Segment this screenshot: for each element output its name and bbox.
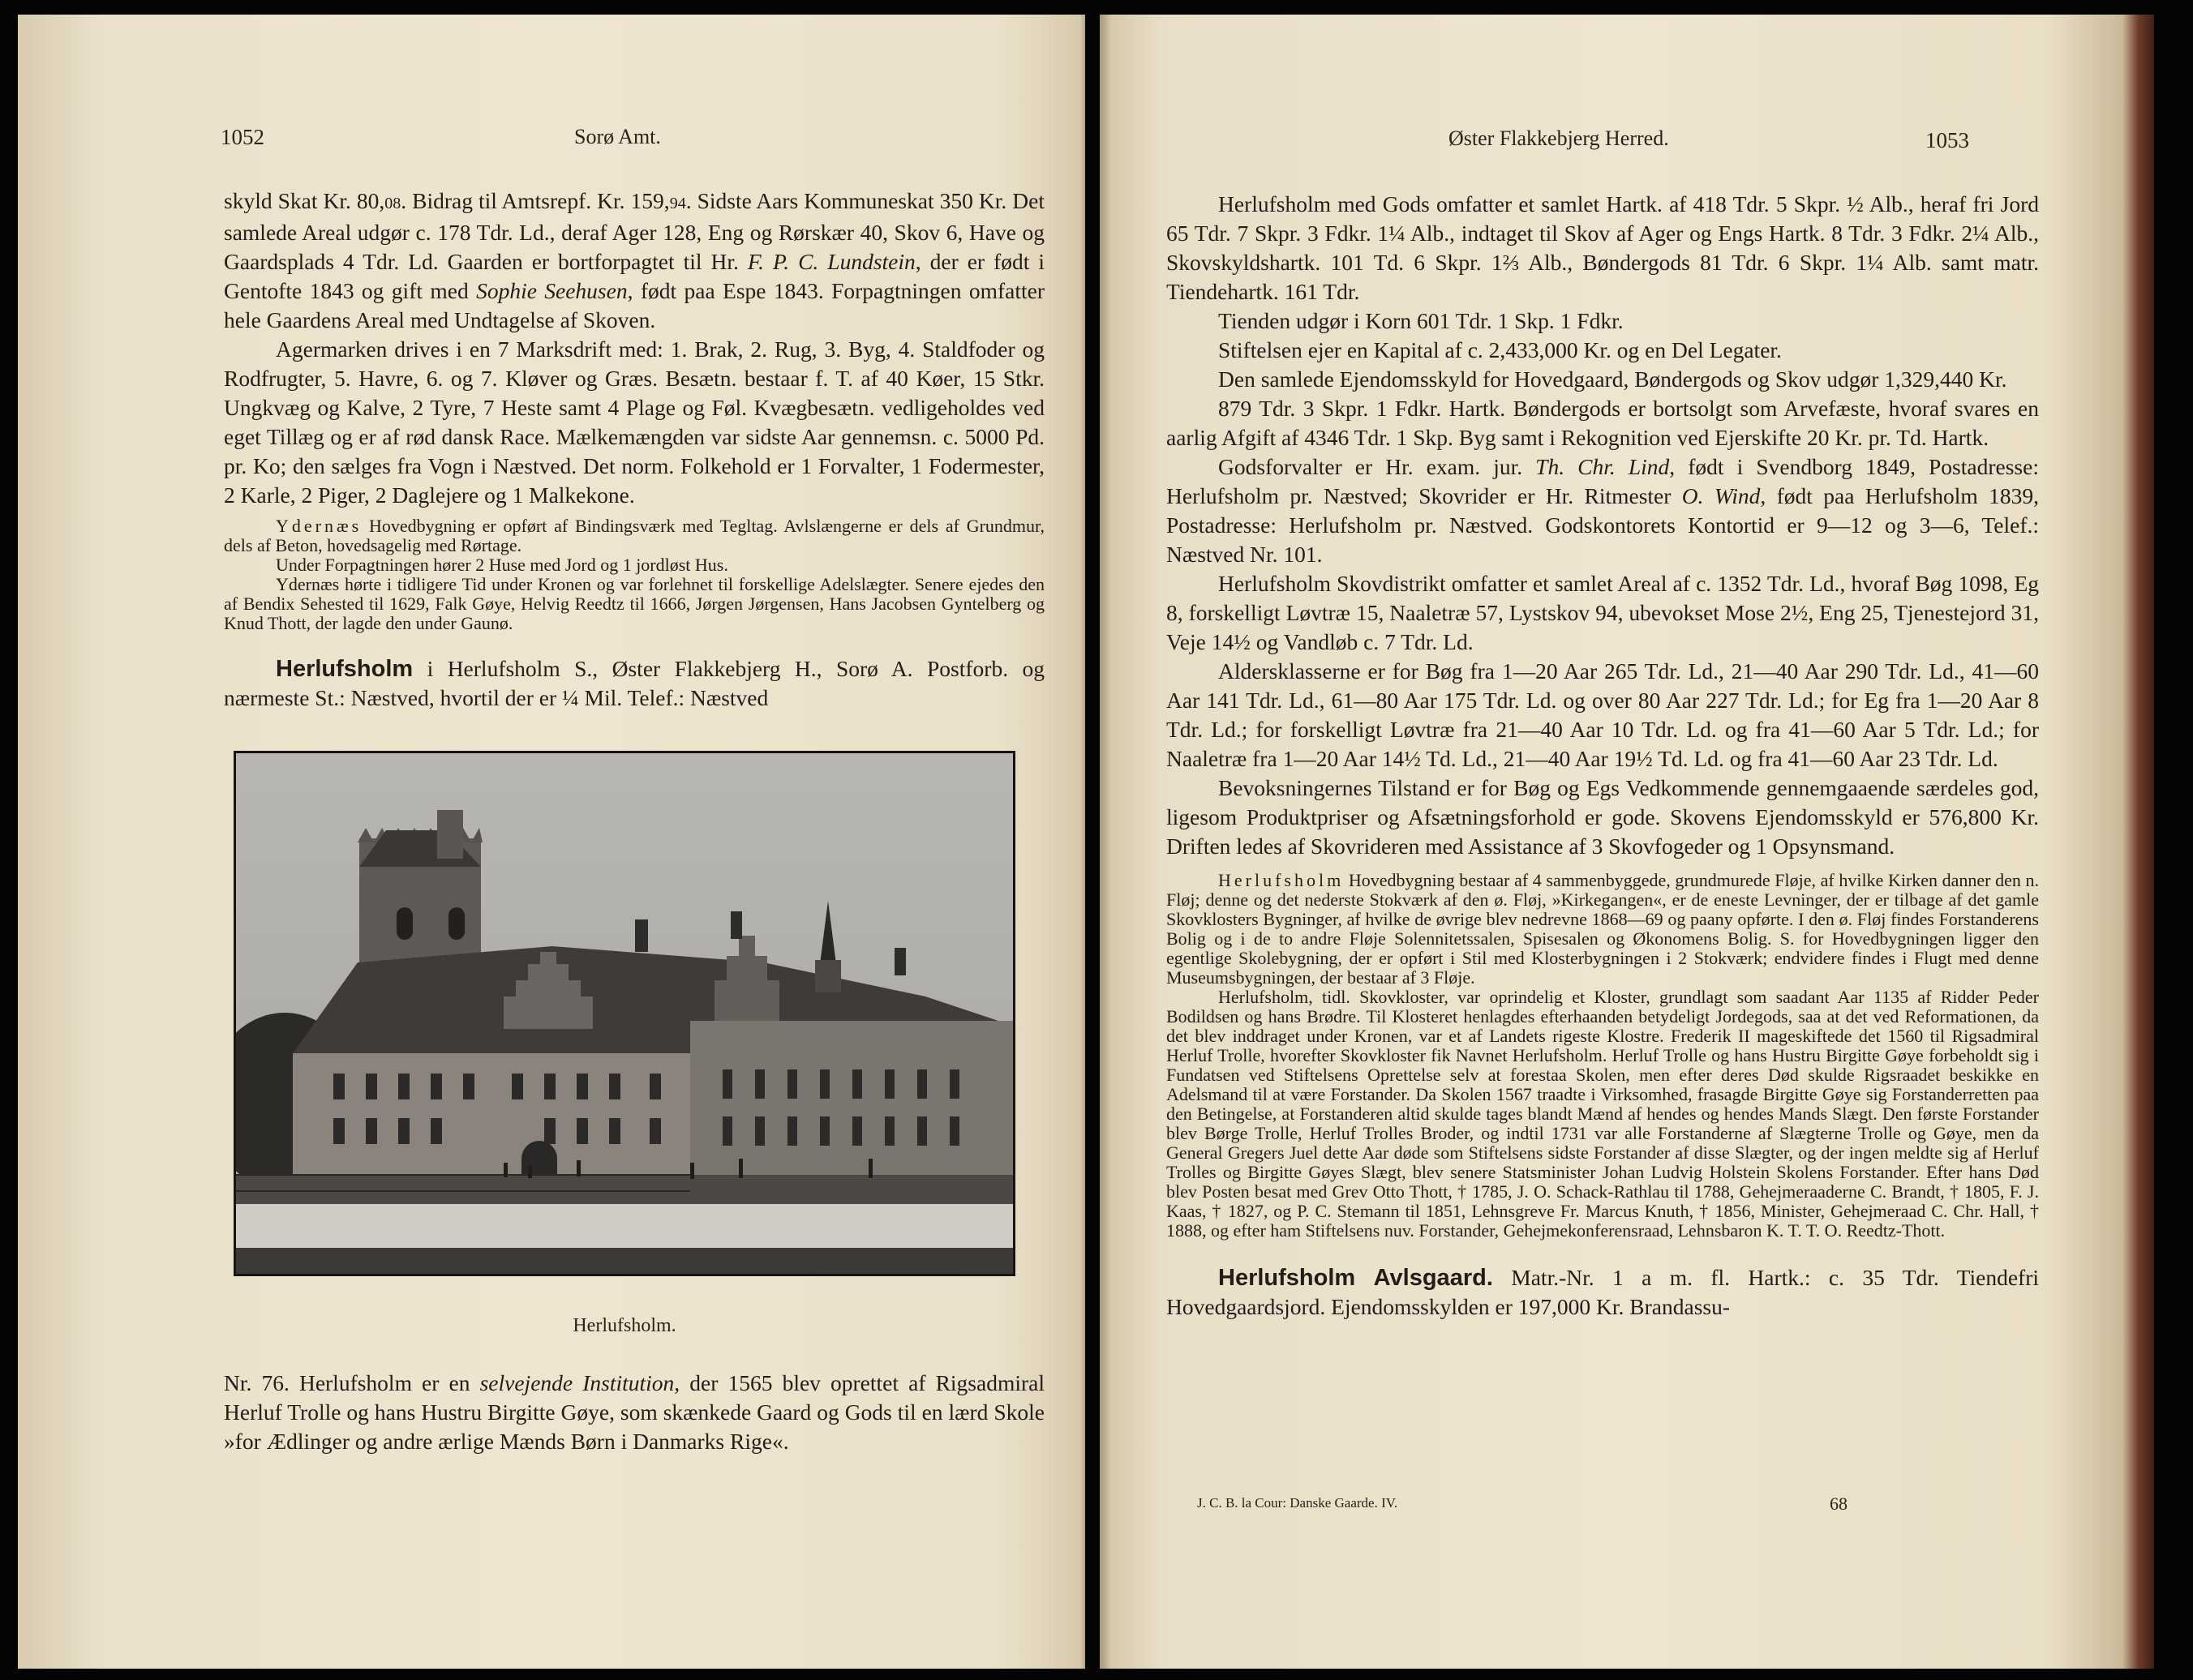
herlufsholm-photo xyxy=(234,751,1015,1276)
left-paragraph-2: Agermarken drives i en 7 Marksdrift med: 1. Brak, 2. Rug, 3. Byg, 4. Staldfoder og Rodfrugter, 5. Havre, 6. og 7. Kløver og Græs. Besætn. bestaar f. T. af 40 Køer, 15 Stkr. Ungkvæg og Kalve, 2 Tyre, 7 Heste samt 4 Plage og Føl. Kvægbesætn. vedligeholdes ved eget Tillæg og er af rød dansk Race. Mælkemængden var sidste Aar gennemsn. c. 5000 Pd. pr. Ko; den sælges fra Vogn i Næstved. Det norm. Folkehold er 1 Forvalter, 1 Fodermester, 2 Karle, 2 Piger, 2 Daglejere og 1 Malkekone. xyxy=(224,336,1045,508)
avlsgaard-entry xyxy=(1166,1263,2039,1322)
right-paragraph-1: Herlufsholm med Gods omfatter et samlet Hartk. af 418 Tdr. 5 Skpr. ½ Alb., heraf fri Jord 65 Tdr. 7 Skpr. 3 Fdkr. 1¼ Alb., indtaget til Skov af Ager og Engs Hartk. 8 Tdr. 3 Fdkr. 2¼ Alb., Skovskyldshartk. 101 Td. 6 Skpr. 1⅔ Alb., Bøndergods 81 Tdr. 6 Skpr. 1¼ Alb. samt matr. Tiendehartk. 161 Tdr. xyxy=(1166,191,2039,304)
right-paragraph-3: Stiftelsen ejer en Kapital af c. 2,433,000 Kr. og en Del Legater. xyxy=(1218,337,1782,362)
right-page xyxy=(1100,15,2154,1669)
photo-caption: Herlufsholm. xyxy=(573,1315,676,1336)
right-running-head: Øster Flakkebjerg Herred. xyxy=(1448,126,1669,150)
right-small-paragraph-2: Herlufsholm, tidl. Skovkloster, var oprindelig et Kloster, grundlagt som saadant Aar 1135 af Ridder Peder Bodildsen og hans Brødre. Til Klosteret henlagdes efterhaanden betydeligt Jordegods, saa at det ved Reformationen, da det blev inddraget under Kronen, var et af Landets rigeste Klostre. Frederik II mageskiftede det 1560 til Rigsadmiral Herluf Trolle, hvorefter Skovkloster fik Navnet Herlufsholm. Herluf Trolle og hans Hustru Birgitte Gøye forbeholdt sig i Fundatsen ved Stiftelsens Oprettelse selv at forestaa Skolen, men efter deres Død skulde Rigsraadet beskikke en Adelsmand til at være Forstander. Da Skolen 1567 traadte i Virksomhed, frasagde Birgitte Gøye sig Forstanderretten paa den Betingelse, at Forstanderen altid skulde tages blandt Mænd af hendes og hendes Mands Slægt. Den første Forstander blev Børge Trolle, Herluf Trolles Broder, og indtil 1731 var alle Forstanderne af Slægterne Trolle og Gøye, men da General Gregers Juel dette Aar døde som Stiftelsens sidste Forstander af disse Slægter, og der ingen meldte sig af Herluf Trolles og Birgitte Gøyes Slægt, blev senere Statsminister Johan Ludvig Holstein Skolens Forstander. Efter hans Død blev Posten besat med Grev Otto Thott, † 1785, J. O. Schack-Rathlau til 1788, Gehejmeraaderne C. Brandt, † 1805, F. J. Kaas, † 1827, og P. C. Stemann til 1851, Lehnsgreve Fr. Marcus Knuth, † 1856, Minister, Gehejmeraad C. Chr. Hall, † 1888, og efter ham Stiftelsens nuv. Forstander, Gehejmekonferensraad, Lehnsbaron K. T. T. O. Reedtz-Thott. xyxy=(1166,987,2039,1241)
avlsgaard-text: Matr.-Nr. 1 a m. fl. Hartk.: c. 35 Tdr. Tiendefri Hovedgaardsjord. Ejendomsskylden er 197,000 Kr. Brandassu- xyxy=(1166,1265,2039,1319)
herlufsholm-building-illustration xyxy=(236,753,1013,1274)
left-running-head: Sorø Amt. xyxy=(574,125,661,148)
right-page-gutter-shadow xyxy=(1100,15,1111,1669)
footer-signature: 68 xyxy=(1830,1494,1848,1514)
right-paragraph-5: 879 Tdr. 3 Skpr. 1 Fdkr. Hartk. Bøndergods er bortsolgt som Arvefæste, hvoraf svares en aarlig Afgift af 4346 Tdr. 1 Skp. Byg samt i Rekognition ved Ejerskifte 20 Kr. pr. Td. Hartk. xyxy=(1166,396,2039,450)
footer-source: J. C. B. la Cour: Danske Gaarde. IV. xyxy=(1197,1495,1398,1511)
avlsgaard-heading: Herlufsholm Avlsgaard. xyxy=(1218,1265,1493,1291)
right-paragraph-9: Bevoksningernes Tilstand er for Bøg og Egs Vedkommende gennemgaaende særdeles god, ligesom Produktpriser og Afsætningsforhold er gode. Skovens Ejendomsskyld er 576,800 Kr. Driften ledes af Skovrideren med Assistance af 3 Skovfogeder og 1 Opsynsmand. xyxy=(1166,775,2039,859)
left-paragraph-1: skyld Skat Kr. 80,08. Bidrag til Amtsrepf. Kr. 159,94. Sidste Aars Kommuneskat 350 Kr. Det samlede Areal udgør c. 178 Tdr. Ld., deraf Ager 128, Eng og Rørskær 40, Skov 6, Have og Gaardsplads 4 Tdr. Ld. Gaarden er bortforpagtet til Hr. F. P. C. Lundstein, der er født i Gentofte 1843 og gift med Sophie Seehusen, født paa Espe 1843. Forpagtningen omfatter hele Gaardens Areal med Undtagelse af Skoven. xyxy=(224,188,1045,332)
left-page-number: 1052 xyxy=(221,125,264,149)
left-body-top xyxy=(224,186,1045,713)
herlufsholm-heading: Herlufsholm xyxy=(276,656,414,682)
left-closing-paragraph: Nr. 76. Herlufsholm er en selvejende Institution, der 1565 blev oprettet af Rigsadmiral Herluf Trolle og hans Hustru Birgitte Gøye, som skænkede Gaard og Gods til en lærd Skole »for Ædlinger og andre ærlige Mænds Børn i Danmarks Rige«. xyxy=(224,1370,1045,1454)
herlufsholm-entry-intro xyxy=(224,654,1045,713)
herlufsholm-intro-text: i Herlufsholm S., Øster Flakkebjerg H., Sorø A. Postforb. og nærmeste St.: Næstved, hvortil der er ¼ Mil. Telef.: Næstved xyxy=(224,656,1045,710)
right-page-number: 1053 xyxy=(1925,128,1969,152)
right-paragraph-8: Aldersklasserne er for Bøg fra 1—20 Aar 265 Tdr. Ld., 21—40 Aar 290 Tdr. Ld., 41—60 Aar 141 Tdr. Ld., 61—80 Aar 175 Tdr. Ld. og over 80 Aar 227 Tdr. Ld.; for Eg fra 1—20 Aar 8 Tdr. Ld.; for forskelligt Løvtræ fra 21—40 Aar 10 Tdr. Ld. og fra 41—60 Aar 5 Tdr. Ld.; for Naaletræ fra 1—20 Aar 14½ Td. Ld., 21—40 Aar 19½ Td. Ld. og fra 41—60 Aar 23 Tdr. Ld. xyxy=(1166,658,2039,771)
right-body xyxy=(1166,190,2039,1322)
left-body-bottom xyxy=(224,1369,1045,1456)
left-page-gutter-shadow xyxy=(1080,15,1085,1669)
left-small-paragraph-3: Ydernæs hørte i tidligere Tid under Kronen og var forlehnet til forskellige Adelslægter. Senere ejedes den af Bendix Sehested til 1629, Falk Gøye, Helvig Reedtz til 1666, Jørgen Jørgensen, Hans Jacobsen Gyntelberg og Knud Thott, der lagde den under Gaunø. xyxy=(224,574,1045,633)
right-paragraph-6: Godsforvalter er Hr. exam. jur. Th. Chr. Lind, født i Svendborg 1849, Postadresse: Herlufsholm pr. Næstved; Skovrider er Hr. Ritmester O. Wind, født paa Herlufsholm 1839, Postadresse: Herlufsholm pr. Næstved. Godskontorets Kontortid er 9—12 og 3—6, Telef.: Næstved Nr. 101. xyxy=(1166,454,2040,567)
right-paragraph-7: Herlufsholm Skovdistrikt omfatter et samlet Areal af c. 1352 Tdr. Ld., hvoraf Bøg 1098, Eg 8, forskelligt Løvtræ 15, Naaletræ 57, Lystskov 94, ubevokset Mose 2½, Eng 25, Tjenestejord 31, Veje 14½ og Vandløb c. 7 Tdr. Ld. xyxy=(1166,571,2039,654)
right-small-paragraph-1: Herlufsholm Hovedbygning bestaar af 4 sammenbyggede, grundmurede Fløje, af hvilke Kirken danner den n. Fløj; denne og det nederste Stokværk af den ø. Fløj, »Kirkegangen«, er de eneste Levninger, der er tilbage af det gamle Skovklosters Bygninger, af hvilke de øvrige blev nedrevne 1868—69 og paany opførte. I den ø. Fløj findes Forstanderens Bolig og i de to andre Fløje Solennitetssalen, Spisesalen og Økonomens Bolig. S. for Hovedbygningen ligger den egentlige Skolebygning, der er opført i Stil med Klosterbygningen i 2 Stokværk; endvidere findes i Flugt med denne Museumsbygningen, der bestaar af 3 Fløje. xyxy=(1166,870,2039,988)
left-small-paragraph-1: Ydernæs Hovedbygning er opført af Bindingsværk med Tegltag. Avlslængerne er dels af Grundmur, dels af Beton, hovedsagelig med Rørtage. xyxy=(224,516,1045,555)
right-paragraph-4: Den samlede Ejendomsskyld for Hovedgaard, Bøndergods og Skov udgør 1,329,440 Kr. xyxy=(1218,366,2007,392)
left-page xyxy=(18,15,1085,1669)
left-small-paragraph-2: Under Forpagtningen hører 2 Huse med Jord og 1 jordløst Hus. xyxy=(276,555,728,575)
right-paragraph-2: Tienden udgør i Korn 601 Tdr. 1 Skp. 1 Fdkr. xyxy=(1218,308,1624,333)
